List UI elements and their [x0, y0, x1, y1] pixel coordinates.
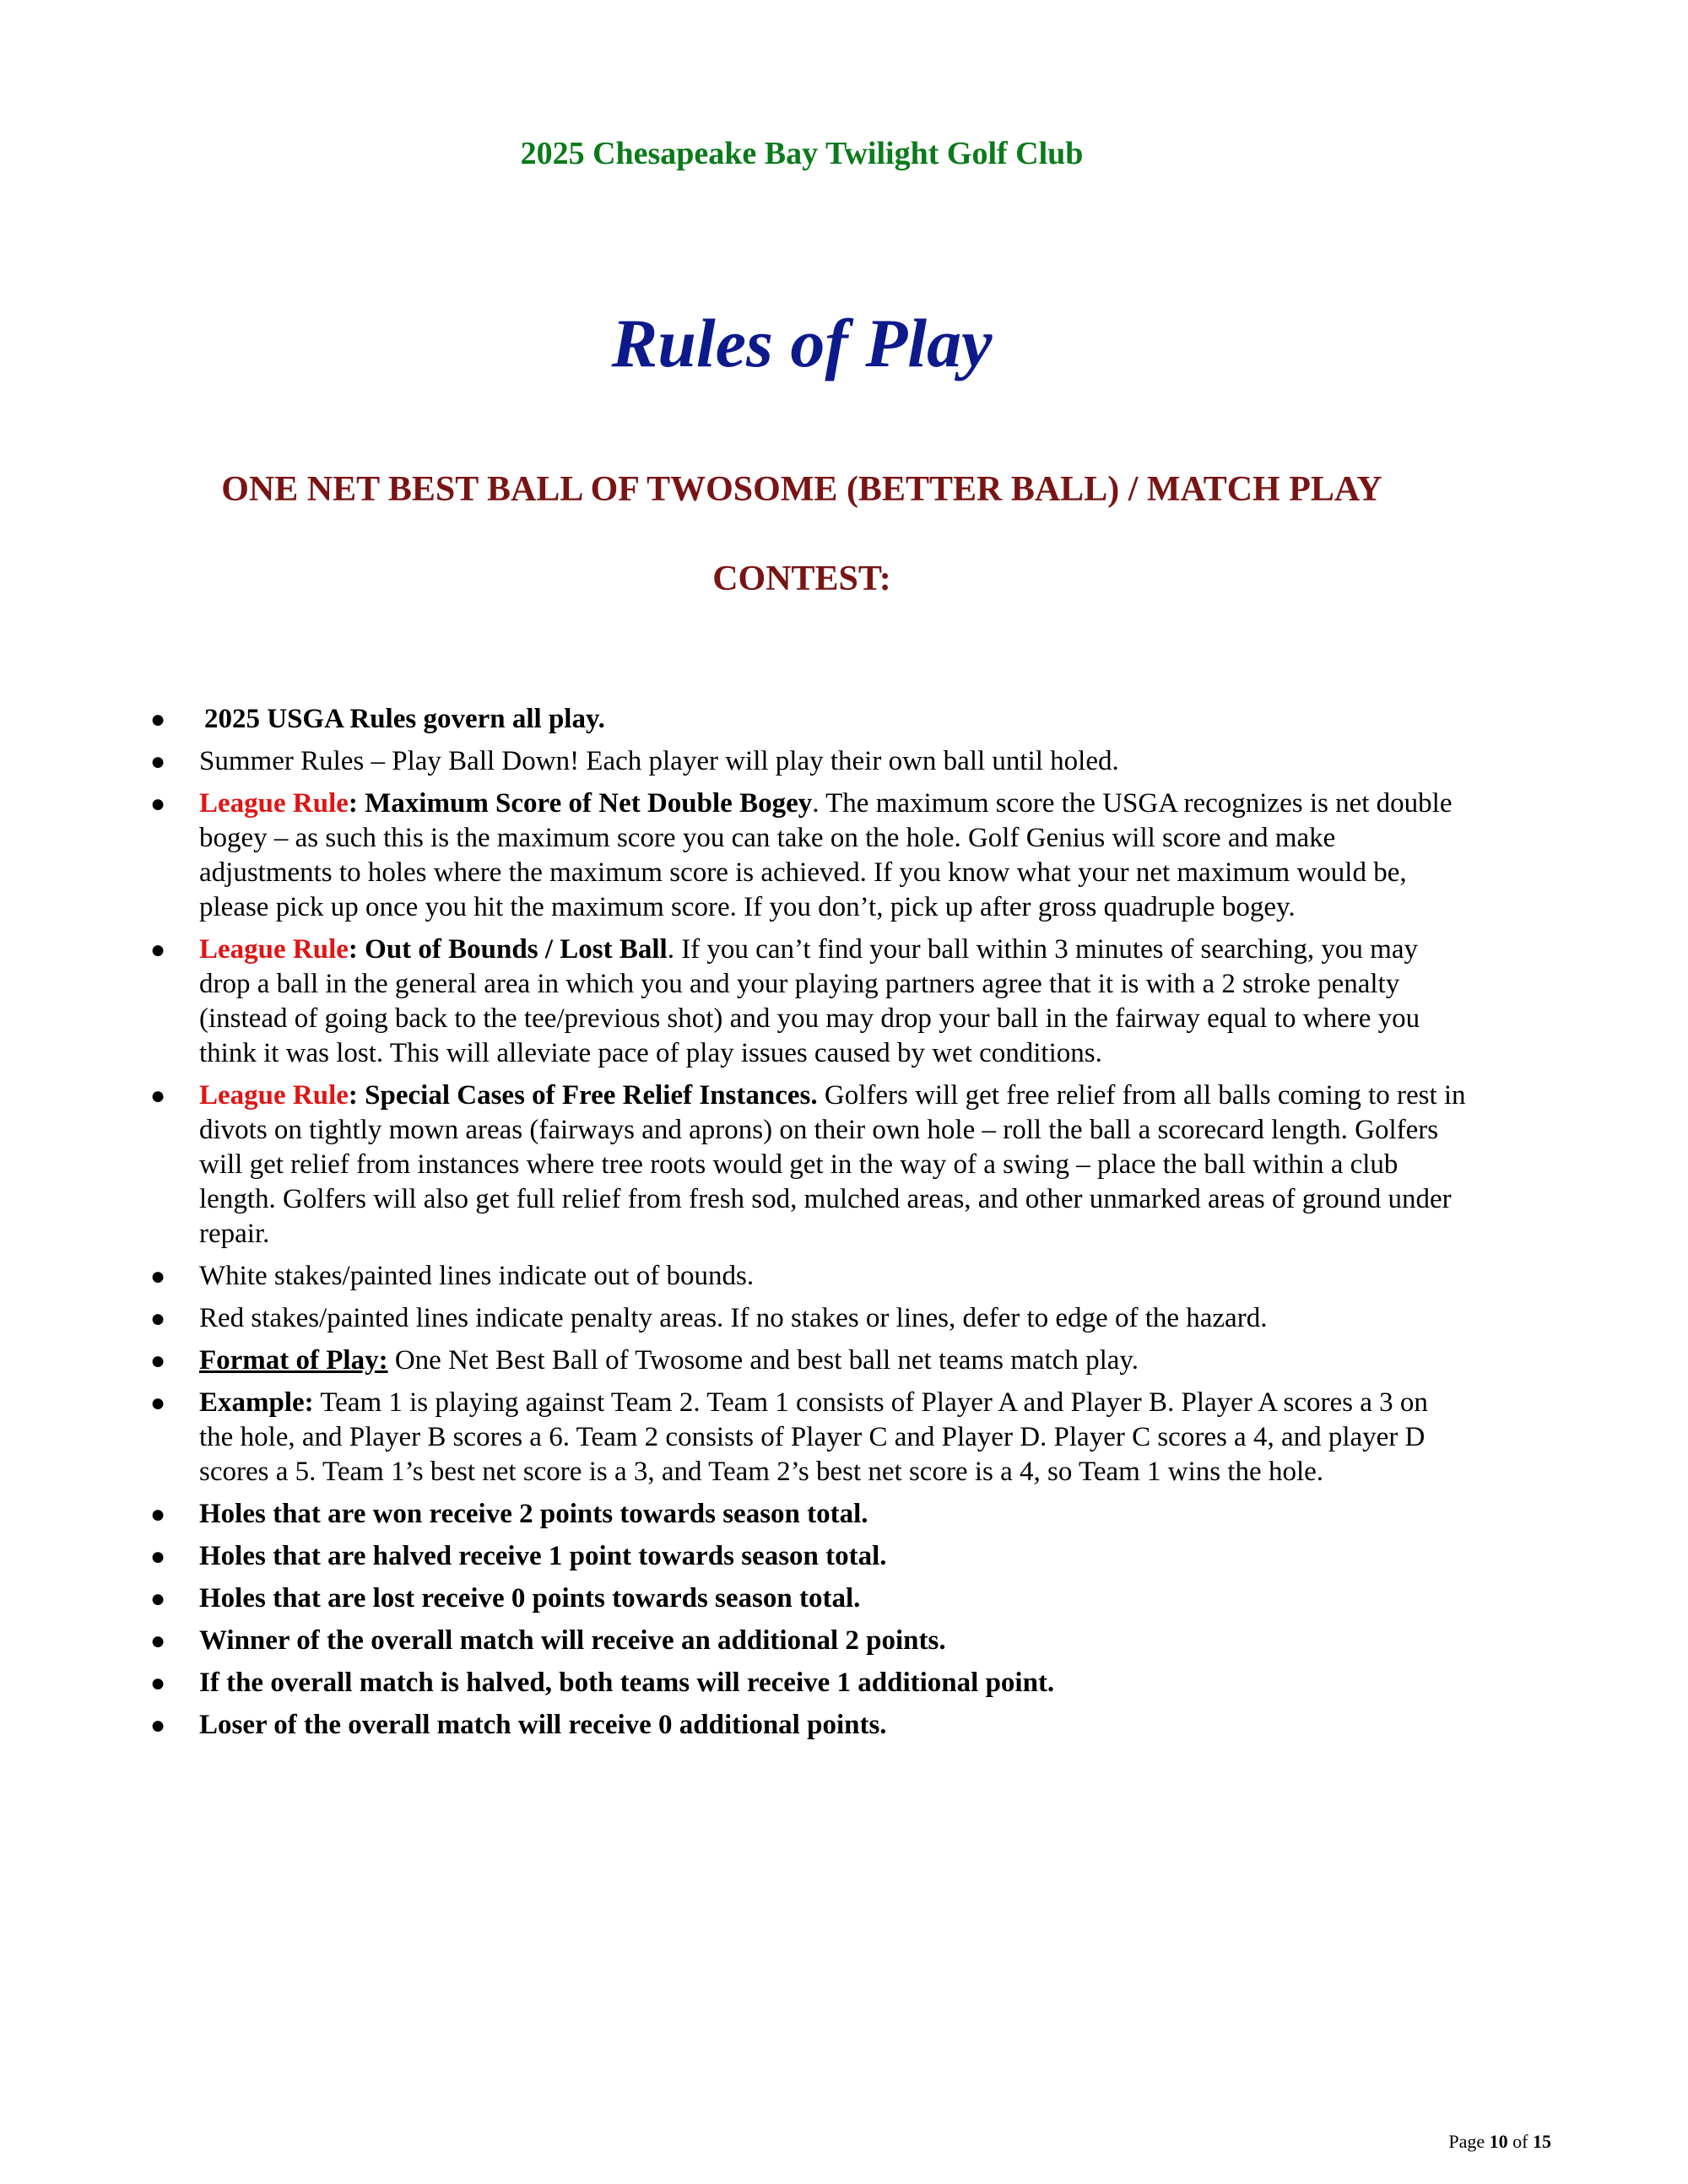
- page-current: 10: [1489, 2131, 1508, 2152]
- page-word: Page: [1448, 2131, 1490, 2152]
- page-title: Rules of Play: [611, 305, 993, 381]
- rule-title: : Special Cases of Free Relief Instances.: [348, 1080, 818, 1111]
- bullet-icon: ●: [150, 936, 166, 964]
- club-title: 2025 Chesapeake Bay Twilight Golf Club: [520, 136, 1084, 171]
- bullet-icon: ●: [150, 705, 166, 733]
- rule-text: White stakes/painted lines indicate out of bounds.: [199, 1261, 755, 1291]
- list-item: [150, 744, 1467, 779]
- rule-text: 2025 USGA Rules govern all play.: [204, 704, 605, 734]
- rule-title: : Out of Bounds / Lost Ball: [348, 934, 668, 965]
- bullet-icon: ●: [150, 790, 166, 818]
- page-of: of: [1507, 2131, 1533, 2152]
- list-item: [150, 1708, 1467, 1743]
- bullet-icon: ●: [150, 1082, 166, 1110]
- rule-text: Summer Rules – Play Ball Down! Each player will play their own ball until holed.: [199, 746, 1119, 776]
- rule-text: . The maximum score the USGA recognizes is net double bogey – as such this is the maximum score you can take on the hole. Golf Genius will score and make adjustments to holes where the maximum score is achieved. If you know what your net maximum would be, please pick up once you hit the maximum score. If you don’t, pick up after gross quadruple bogey.: [199, 788, 1453, 922]
- bullet-icon: ●: [150, 1389, 166, 1417]
- bullet-icon: ●: [150, 1669, 166, 1697]
- bullet-icon: ●: [150, 1627, 166, 1655]
- rule-text: Golfers will get free relief from all balls coming to rest in divots on tightly mown areas (fairways and aprons) on their own hole – roll the ball a scorecard length. Golfers will get relief from instances where tree roots would get in the way of a swing – place the ball within a club length. Golfers will also get full relief from fresh sod, mulched areas, and other unmarked areas of ground under repair.: [199, 1080, 1466, 1249]
- page-number: [1448, 2131, 1551, 2153]
- list-item: [150, 1666, 1467, 1700]
- bullet-icon: ●: [150, 1711, 166, 1739]
- list-item: [150, 1301, 1467, 1336]
- contest-title: ONE NET BEST BALL OF TWOSOME (BETTER BALL) / MATCH PLAY: [221, 470, 1382, 509]
- format-label: Format of Play:: [199, 1345, 388, 1376]
- league-rule-label: League Rule: [199, 934, 349, 965]
- bullet-icon: ●: [150, 1543, 166, 1570]
- list-item: [150, 702, 1467, 737]
- rule-text: One Net Best Ball of Twosome and best ball net teams match play.: [387, 1345, 1139, 1376]
- rule-text: Loser of the overall match will receive 0 additional points.: [199, 1710, 887, 1740]
- rule-text: Holes that are halved receive 1 point towards season total.: [199, 1541, 887, 1571]
- list-item: [150, 1078, 1467, 1251]
- rule-text: . If you can’t find your ball within 3 minutes of searching, you may drop a ball in the general area in which you and your playing partners agree that it is with a 2 stroke penalty (instead of going back to the tee/previous shot) and you may drop your ball in the fairway equal to where you think it was lost. This will alleviate pace of play issues caused by wet conditions.: [199, 934, 1420, 1068]
- page-total: 15: [1533, 2131, 1551, 2152]
- bullet-icon: ●: [150, 1305, 166, 1333]
- rule-text: Holes that are won receive 2 points towards season total.: [199, 1499, 868, 1529]
- league-rule-label: League Rule: [199, 1080, 349, 1111]
- list-item: [150, 1343, 1467, 1378]
- rule-title: : Maximum Score of Net Double Bogey: [348, 788, 813, 819]
- bullet-icon: ●: [150, 1347, 166, 1375]
- rule-text: Team 1 is playing against Team 2. Team 1 consists of Player A and Player B. Player A scores a 3 on the hole, and Player B scores a 6. Team 2 consists of Player C and Player D. Player C scores a 4, and player D scores a 5. Team 1’s best net score is a 3, and Team 2’s best net score is a 4, so Team 1 wins the hole.: [199, 1387, 1428, 1487]
- list-item: [150, 933, 1467, 1071]
- bullet-icon: ●: [150, 748, 166, 776]
- list-item: [150, 787, 1467, 925]
- rule-text: Holes that are lost receive 0 points towards season total.: [199, 1583, 861, 1614]
- list-item: [150, 1624, 1467, 1658]
- bullet-icon: ●: [150, 1262, 166, 1290]
- rule-text: Winner of the overall match will receive an additional 2 points.: [199, 1625, 946, 1656]
- bullet-icon: ●: [150, 1585, 166, 1613]
- list-item: [150, 1259, 1467, 1294]
- list-item: [150, 1386, 1467, 1489]
- example-label: Example:: [199, 1387, 314, 1418]
- rules-list: [150, 702, 1467, 1750]
- list-item: [150, 1539, 1467, 1574]
- rule-text: If the overall match is halved, both teams will receive 1 additional point.: [199, 1668, 1055, 1698]
- list-item: [150, 1581, 1467, 1616]
- contest-subtitle: CONTEST:: [712, 560, 891, 598]
- league-rule-label: League Rule: [199, 788, 349, 819]
- bullet-icon: ●: [150, 1500, 166, 1528]
- list-item: [150, 1497, 1467, 1532]
- rule-text: Red stakes/painted lines indicate penalty areas. If no stakes or lines, defer to edge of the hazard.: [199, 1303, 1268, 1333]
